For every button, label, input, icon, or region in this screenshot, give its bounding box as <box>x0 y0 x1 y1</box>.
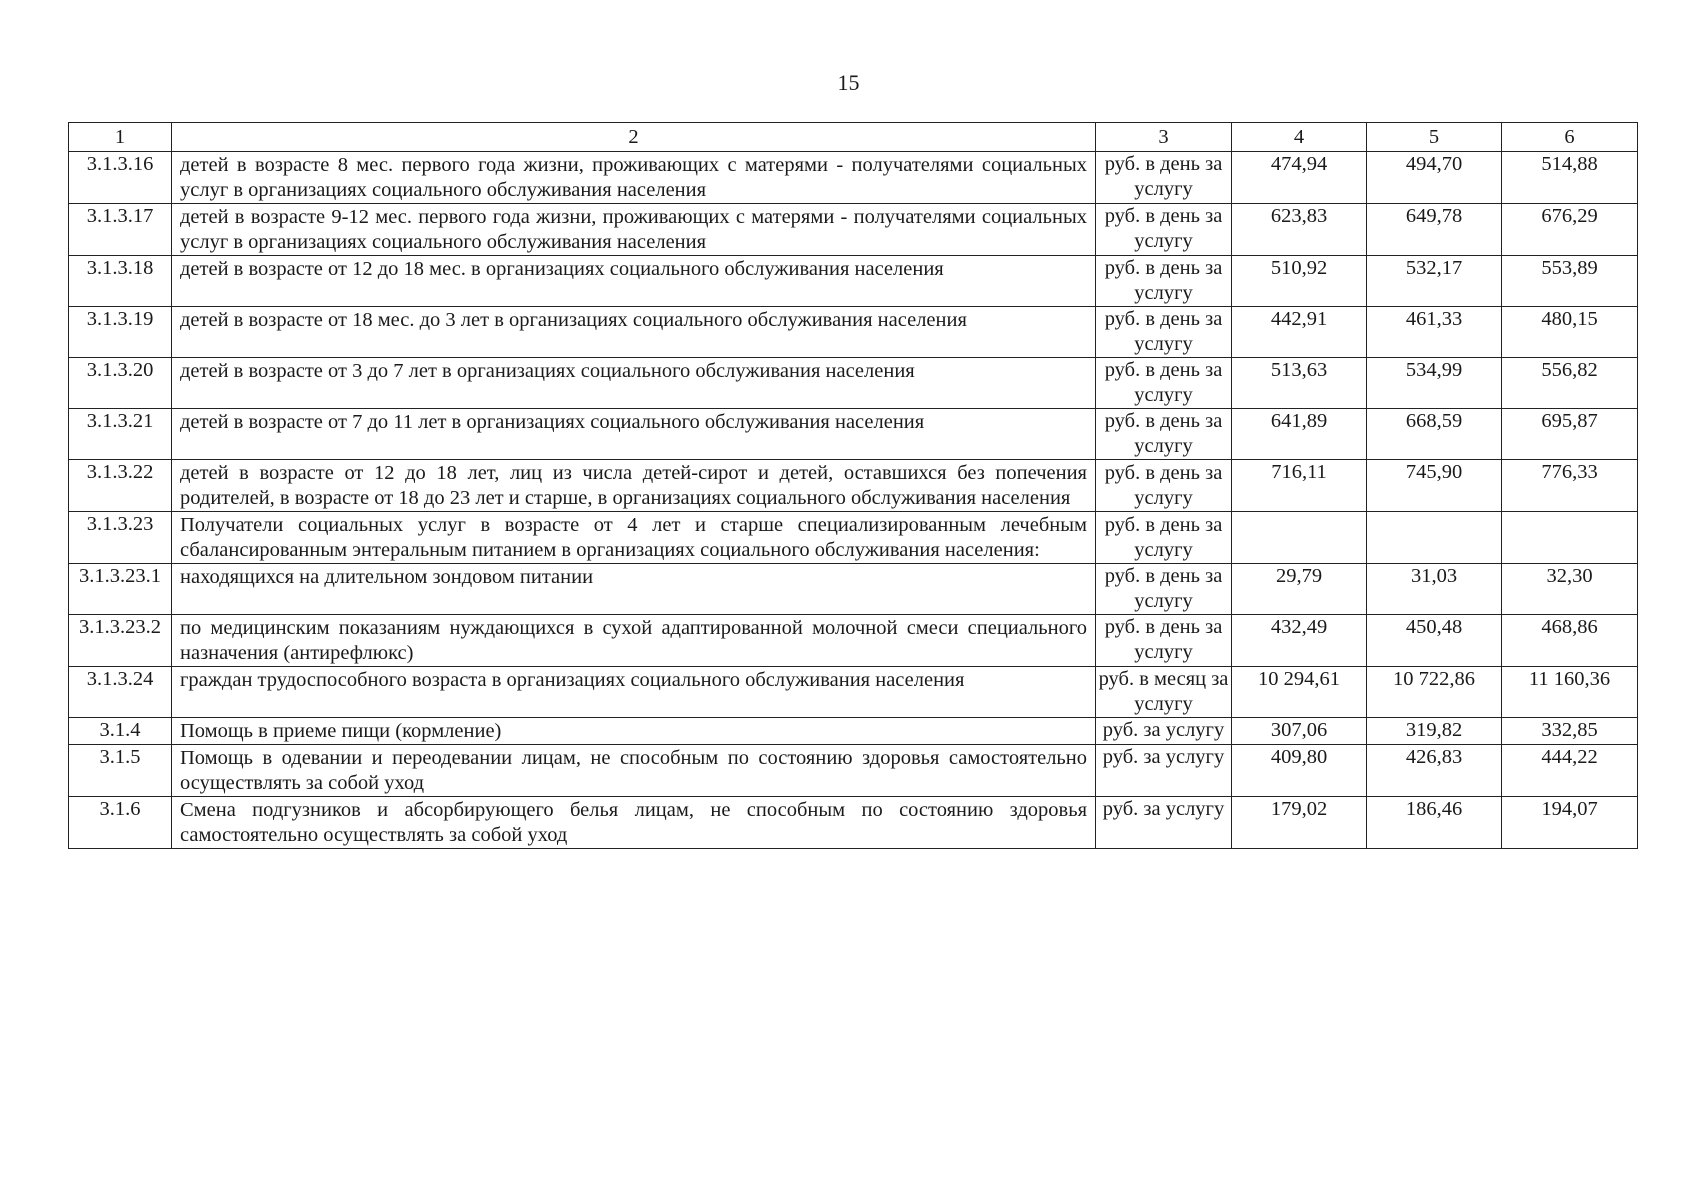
row-code: 3.1.3.17 <box>69 204 172 256</box>
table-row <box>69 797 1638 849</box>
row-value-5: 450,48 <box>1367 615 1502 667</box>
row-value-5: 10 722,86 <box>1367 667 1502 718</box>
row-value-6: 194,07 <box>1502 797 1638 849</box>
page-number: 15 <box>837 70 860 95</box>
row-code: 3.1.3.19 <box>69 307 172 358</box>
row-value-5 <box>1367 512 1502 564</box>
row-value-4: 623,83 <box>1232 204 1367 256</box>
row-value-4: 307,06 <box>1232 718 1367 745</box>
row-name: Смена подгузников и абсорбирующего белья лицам, не способным по состоянию здоровья самостоятельно осуществлять за собой уход <box>172 797 1096 849</box>
row-name: Помощь в одевании и переодевании лицам, не способным по состоянию здоровья самостоятельно осуществлять за собой уход <box>172 745 1096 797</box>
row-name: детей в возрасте от 7 до 11 лет в организациях социального обслуживания населения <box>172 409 1096 460</box>
row-name: граждан трудоспособного возраста в организациях социального обслуживания населения <box>172 667 1096 718</box>
header-cell-6: 6 <box>1502 123 1638 152</box>
row-name: детей в возрасте от 12 до 18 мес. в организациях социального обслуживания населения <box>172 256 1096 307</box>
row-unit: руб. в день за услугу <box>1096 358 1232 409</box>
row-value-5: 668,59 <box>1367 409 1502 460</box>
row-value-6: 11 160,36 <box>1502 667 1638 718</box>
row-value-6: 514,88 <box>1502 152 1638 204</box>
row-value-4: 716,11 <box>1232 460 1367 512</box>
row-value-4: 432,49 <box>1232 615 1367 667</box>
row-name: находящихся на длительном зондовом питании <box>172 564 1096 615</box>
row-value-6: 553,89 <box>1502 256 1638 307</box>
row-unit: руб. в день за услугу <box>1096 460 1232 512</box>
row-code: 3.1.3.18 <box>69 256 172 307</box>
row-code: 3.1.3.21 <box>69 409 172 460</box>
row-value-4: 513,63 <box>1232 358 1367 409</box>
table-row <box>69 564 1638 615</box>
row-code: 3.1.3.23.1 <box>69 564 172 615</box>
header-cell-1: 1 <box>69 123 172 152</box>
row-value-4: 409,80 <box>1232 745 1367 797</box>
row-unit: руб. в день за услугу <box>1096 307 1232 358</box>
row-value-4: 179,02 <box>1232 797 1367 849</box>
row-value-5: 186,46 <box>1367 797 1502 849</box>
table-body <box>69 123 1638 849</box>
row-value-6: 556,82 <box>1502 358 1638 409</box>
row-value-5: 426,83 <box>1367 745 1502 797</box>
table-row <box>69 204 1638 256</box>
row-code: 3.1.3.16 <box>69 152 172 204</box>
table-row <box>69 667 1638 718</box>
row-value-5: 494,70 <box>1367 152 1502 204</box>
table-header-row <box>69 123 1638 152</box>
row-value-6: 468,86 <box>1502 615 1638 667</box>
row-value-5: 532,17 <box>1367 256 1502 307</box>
row-value-5: 31,03 <box>1367 564 1502 615</box>
row-unit: руб. в месяц за услугу <box>1096 667 1232 718</box>
row-code: 3.1.5 <box>69 745 172 797</box>
table-row <box>69 512 1638 564</box>
row-code: 3.1.3.23 <box>69 512 172 564</box>
row-unit: руб. в день за услугу <box>1096 564 1232 615</box>
row-value-4: 474,94 <box>1232 152 1367 204</box>
table-row <box>69 745 1638 797</box>
table-row <box>69 615 1638 667</box>
row-value-6: 32,30 <box>1502 564 1638 615</box>
row-value-4: 442,91 <box>1232 307 1367 358</box>
row-value-5: 534,99 <box>1367 358 1502 409</box>
row-value-5: 649,78 <box>1367 204 1502 256</box>
table-row <box>69 358 1638 409</box>
row-value-5: 745,90 <box>1367 460 1502 512</box>
table-row <box>69 307 1638 358</box>
row-value-6: 332,85 <box>1502 718 1638 745</box>
row-unit: руб. в день за услугу <box>1096 204 1232 256</box>
row-value-4: 510,92 <box>1232 256 1367 307</box>
table-row <box>69 718 1638 745</box>
row-name: по медицинским показаниям нуждающихся в сухой адаптированной молочной смеси специального назначения (антирефлюкс) <box>172 615 1096 667</box>
row-unit: руб. в день за услугу <box>1096 512 1232 564</box>
row-name: детей в возрасте от 3 до 7 лет в организациях социального обслуживания населения <box>172 358 1096 409</box>
row-value-6: 480,15 <box>1502 307 1638 358</box>
row-value-6: 695,87 <box>1502 409 1638 460</box>
row-code: 3.1.3.20 <box>69 358 172 409</box>
row-unit: руб. в день за услугу <box>1096 256 1232 307</box>
row-value-6: 676,29 <box>1502 204 1638 256</box>
header-cell-4: 4 <box>1232 123 1367 152</box>
row-value-6: 776,33 <box>1502 460 1638 512</box>
header-cell-5: 5 <box>1367 123 1502 152</box>
row-name: Получатели социальных услуг в возрасте от 4 лет и старше специализированным лечебным сбалансированным энтеральным питанием в организациях социального обслуживания населения: <box>172 512 1096 564</box>
row-code: 3.1.3.23.2 <box>69 615 172 667</box>
table-row <box>69 409 1638 460</box>
row-unit: руб. в день за услугу <box>1096 152 1232 204</box>
table-row <box>69 460 1638 512</box>
table-row <box>69 152 1638 204</box>
row-unit: руб. за услугу <box>1096 718 1232 745</box>
row-value-4: 29,79 <box>1232 564 1367 615</box>
row-code: 3.1.3.24 <box>69 667 172 718</box>
row-value-6: 444,22 <box>1502 745 1638 797</box>
row-name: детей в возрасте от 12 до 18 лет, лиц из числа детей-сирот и детей, оставшихся без попечения родителей, в возрасте от 18 до 23 лет и старше, в организациях социального обслуживания населения <box>172 460 1096 512</box>
row-value-6 <box>1502 512 1638 564</box>
table-row <box>69 256 1638 307</box>
row-unit: руб. в день за услугу <box>1096 615 1232 667</box>
header-cell-3: 3 <box>1096 123 1232 152</box>
row-value-5: 319,82 <box>1367 718 1502 745</box>
row-code: 3.1.3.22 <box>69 460 172 512</box>
row-value-4: 10 294,61 <box>1232 667 1367 718</box>
row-name: детей в возрасте 9-12 мес. первого года жизни, проживающих с матерями - получателями социальных услуг в организациях социального обслуживания населения <box>172 204 1096 256</box>
row-value-4 <box>1232 512 1367 564</box>
tariff-table <box>68 122 1638 849</box>
row-code: 3.1.6 <box>69 797 172 849</box>
row-name: детей в возрасте 8 мес. первого года жизни, проживающих с матерями - получателями социальных услуг в организациях социального обслуживания населения <box>172 152 1096 204</box>
header-cell-2: 2 <box>172 123 1096 152</box>
row-unit: руб. за услугу <box>1096 797 1232 849</box>
row-unit: руб. за услугу <box>1096 745 1232 797</box>
row-name: детей в возрасте от 18 мес. до 3 лет в организациях социального обслуживания населения <box>172 307 1096 358</box>
row-value-5: 461,33 <box>1367 307 1502 358</box>
row-name: Помощь в приеме пищи (кормление) <box>172 718 1096 745</box>
row-value-4: 641,89 <box>1232 409 1367 460</box>
row-unit: руб. в день за услугу <box>1096 409 1232 460</box>
row-code: 3.1.4 <box>69 718 172 745</box>
